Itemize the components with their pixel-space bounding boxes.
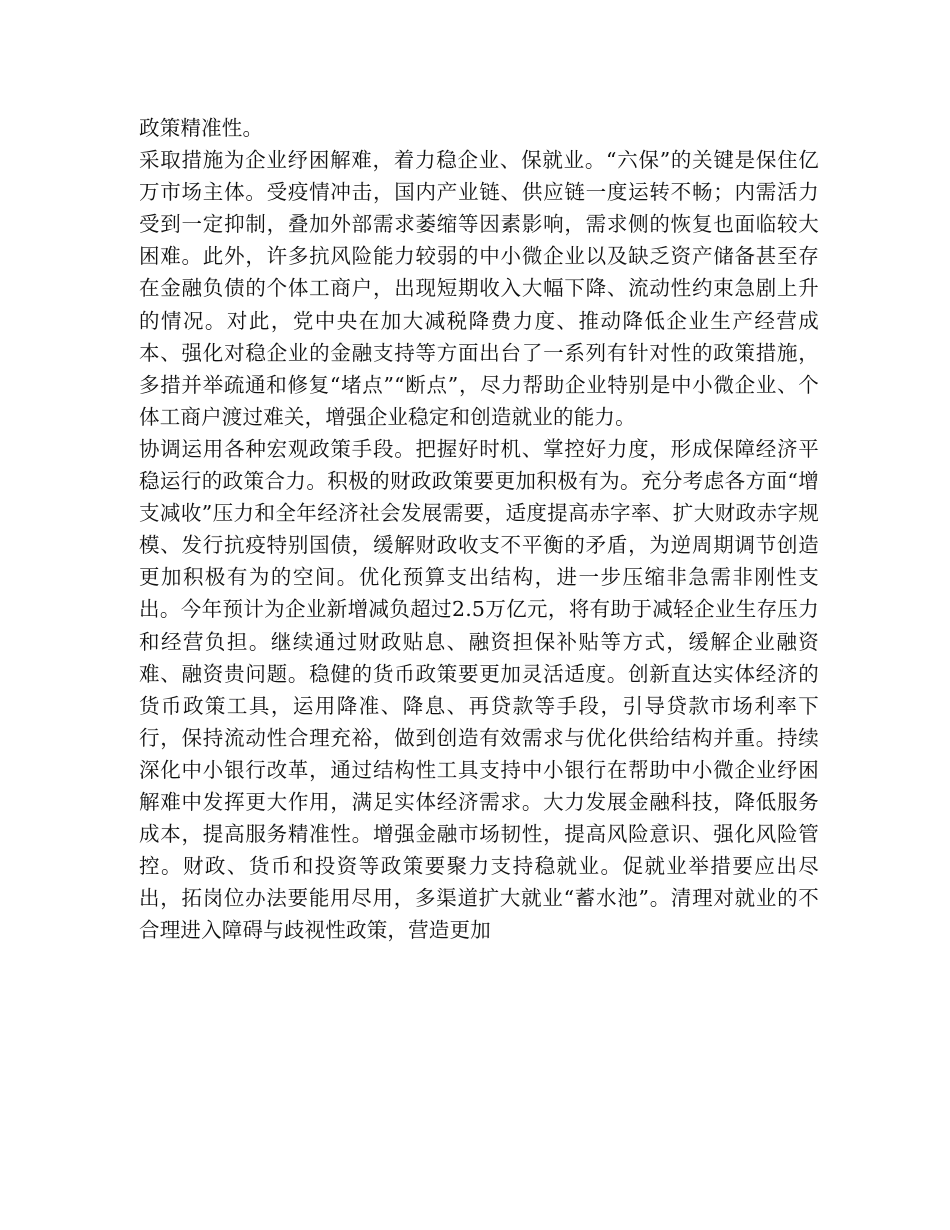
paragraph-enterprise-relief: 采取措施为企业纾困解难，着力稳企业、保就业。“六保”的关键是保住亿万市场主体。受疫情冲击，国内产业链、供应链一度运转不畅；内需活力受到一定抑制，叠加外部需求萎缩等因素影响，需求侧的恢复也面临较大困难。此外，许多抗风险能力较弱的中小微企业以及缺乏资产储备甚至存在金融负债的个体工商户，出现短期收入大幅下降、流动性约束急剧上升的情况。对此，党中央在加大减税降费力度、推动降低企业生产经营成本、强化对稳企业的金融支持等方面出台了一系列有针对性的政策措施，多措并举疏通和修复“堵点”“断点”，尽力帮助企业特别是中小微企业、个体工商户渡过难关，增强企业稳定和创造就业的能力。 [139,148,819,429]
document-page [139,112,819,946]
paragraph-macro-policy: 协调运用各种宏观政策手段。把握好时机、掌控好力度，形成保障经济平稳运行的政策合力。积极的财政政策要更加积极有为。充分考虑各方面“增支减收”压力和全年经济社会发展需要，适度提高赤字率、扩大财政赤字规模、发行抗疫特别国债，缓解财政收支不平衡的矛盾，为逆周期调节创造更加积极有为的空间。优化预算支出结构，进一步压缩非急需非刚性支出。今年预计为企业新增减负超过2.5万亿元，将有助于减轻企业生存压力和经营负担。继续通过财政贴息、融资担保补贴等方式，缓解企业融资难、融资贵问题。稳健的货币政策要更加灵活适度。创新直达实体经济的货币政策工具，运用降准、降息、再贷款等手段，引导贷款市场利率下行，保持流动性合理充裕，做到创造有效需求与优化供给结构并重。持续深化中小银行改革，通过结构性工具支持中小银行在帮助中小微企业纾困解难中发挥更大作用，满足实体经济需求。大力发展金融科技，降低服务成本，提高服务精准性。增强金融市场韧性，提高风险意识、强化风险管控。财政、货币和投资等政策要聚力支持稳就业。促就业举措要应出尽出，拓岗位办法要能用尽用，多渠道扩大就业“蓄水池”。清理对就业的不合理进入障碍与歧视性政策，营造更加 [139,436,819,943]
paragraph-continuation: 政策精准性。 [139,116,264,140]
